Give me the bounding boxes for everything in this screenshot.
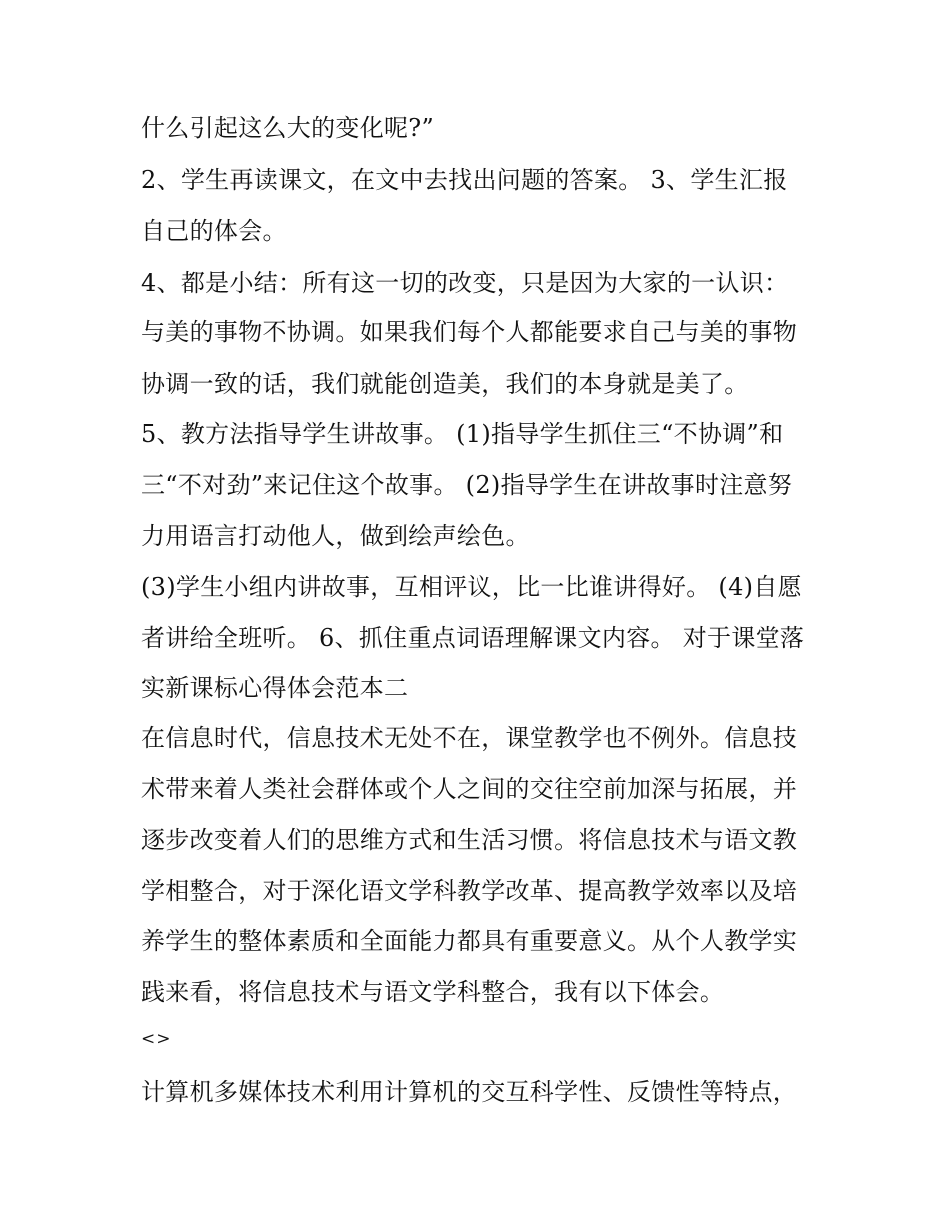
section-title: 实新课标心得体会范本二 bbox=[141, 674, 409, 702]
text-line: 5、教方法指导学生讲故事。 (1)指导学生抓住三“不协调”和 bbox=[141, 420, 784, 448]
text-line: 力用语言打动他人，做到绘声绘色。 bbox=[141, 522, 530, 550]
text-line: 者讲给全班听。 6、抓住重点词语理解课文内容。 对于课堂落 bbox=[141, 624, 805, 652]
text-line: 计算机多媒体技术利用计算机的交互科学性、反馈性等特点， bbox=[141, 1078, 798, 1106]
text-line: 养学生的整体素质和全面能力都具有重要意义。从个人教学实 bbox=[141, 927, 798, 955]
placeholder-marker: <> bbox=[141, 1029, 172, 1049]
text-line: 2、学生再读课文，在文中去找出问题的答案。 3、学生汇报 bbox=[141, 166, 788, 194]
text-line: 什么引起这么大的变化呢?” bbox=[141, 114, 435, 142]
text-line: 学相整合，对于深化语文学科教学改革、提高教学效率以及培 bbox=[141, 877, 798, 905]
text-line: (3)学生小组内讲故事，互相评议，比一比谁讲得好。 (4)自愿 bbox=[141, 573, 802, 601]
text-line: 与美的事物不协调。如果我们每个人都能要求自己与美的事物 bbox=[141, 318, 798, 346]
text-line: 术带来着人类社会群体或个人之间的交往空前加深与拓展，并 bbox=[141, 775, 798, 803]
text-line: 践来看，将信息技术与语文学科整合，我有以下体会。 bbox=[141, 978, 725, 1006]
text-line: 自己的体会。 bbox=[141, 217, 287, 245]
text-line: 协调一致的话，我们就能创造美，我们的本身就是美了。 bbox=[141, 370, 749, 398]
text-line: 在信息时代，信息技术无处不在，课堂教学也不例外。信息技 bbox=[141, 724, 798, 752]
text-line: 4、都是小结：所有这一切的改变，只是因为大家的一认识： bbox=[141, 269, 789, 297]
text-line: 三“不对劲”来记住这个故事。 (2)指导学生在讲故事时注意努 bbox=[141, 471, 793, 499]
text-line: 逐步改变着人们的思维方式和生活习惯。将信息技术与语文教 bbox=[141, 826, 798, 854]
